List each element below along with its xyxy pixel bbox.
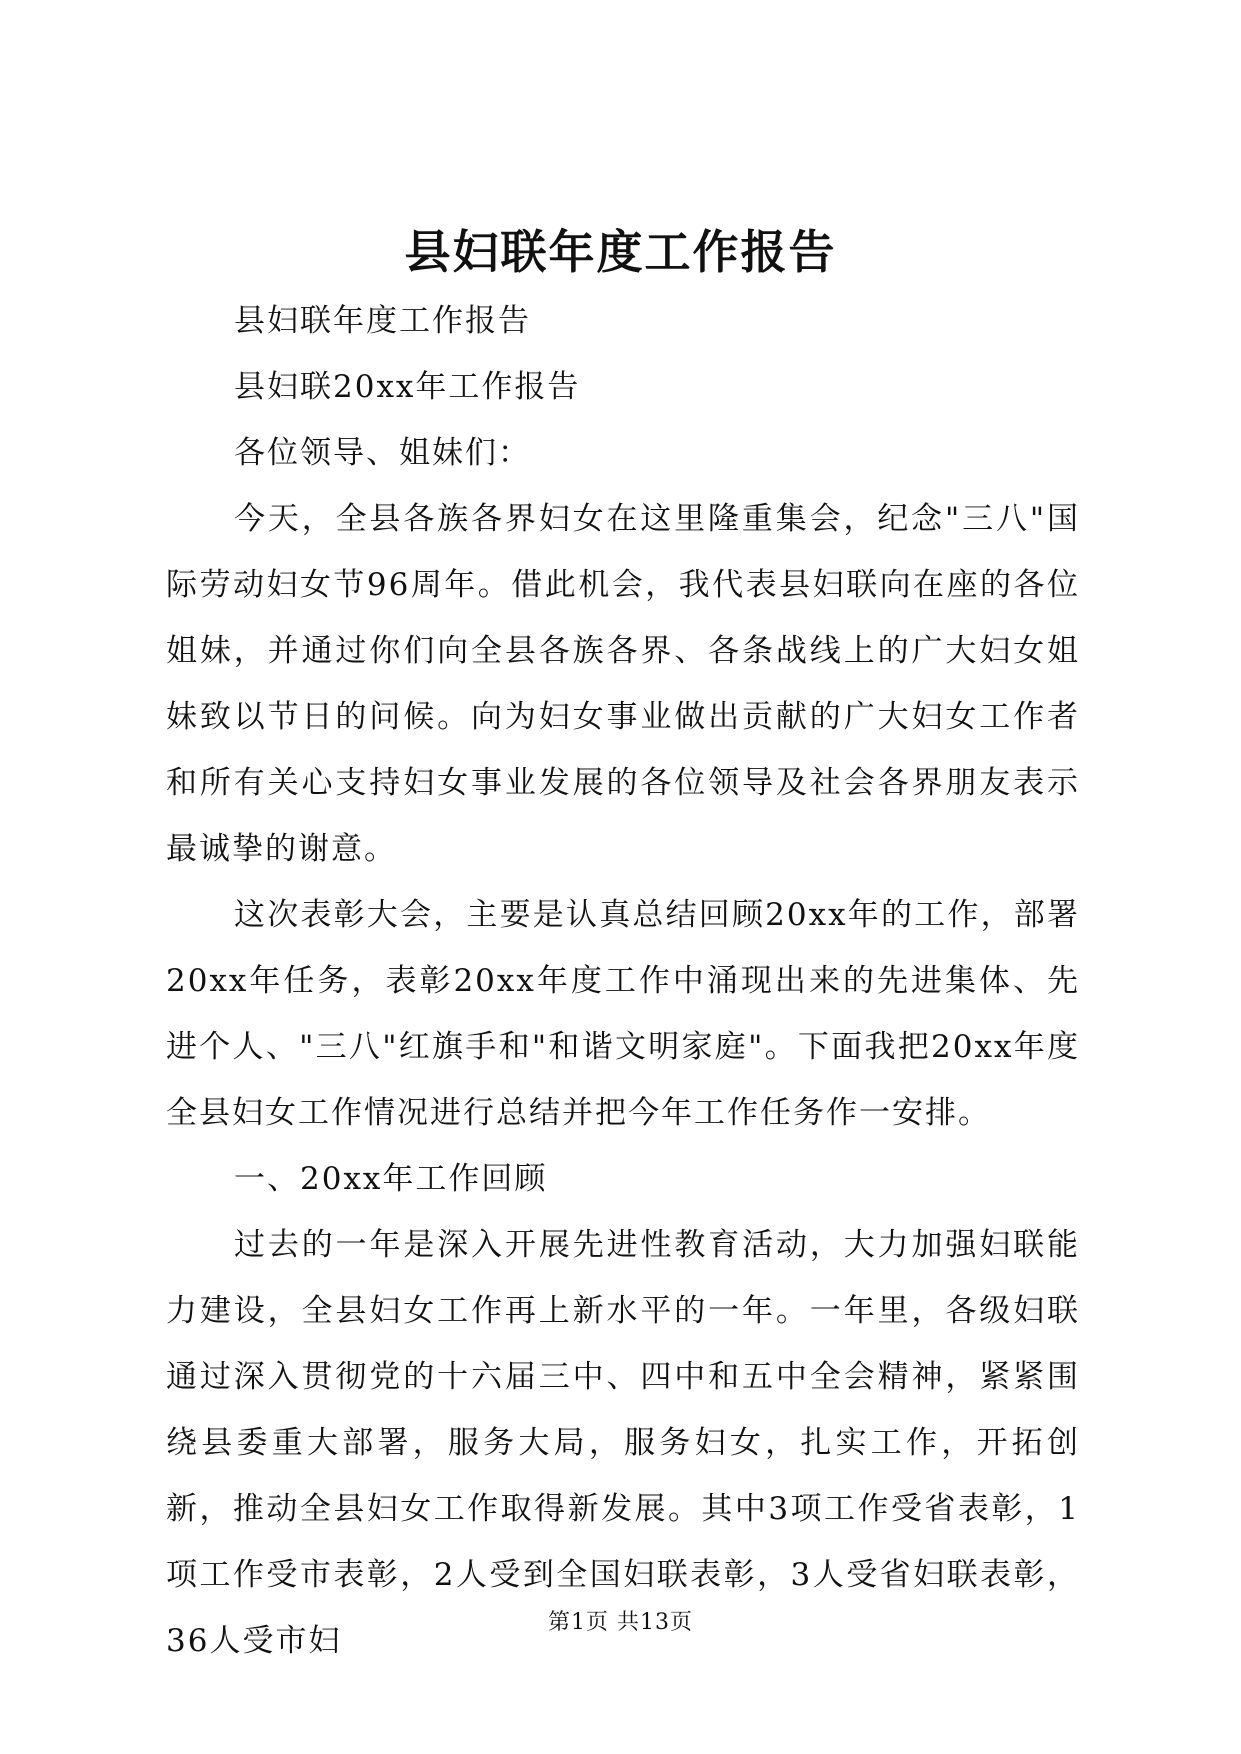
document-body xyxy=(166,288,1080,1674)
paragraph-meeting-purpose: 这次表彰大会，主要是认真总结回顾20xx年的工作，部署20xx年任务，表彰20xx年度工作中涌现出来的先进集体、先进个人、"三八"红旗手和"和谐文明家庭"。下面我把20xx年度全县妇女工作情况进行总结并把今年工作任务作一安排。 xyxy=(166,897,1080,1131)
paragraph-heading-repeat: 县妇联年度工作报告 xyxy=(234,303,531,339)
paragraph-opening: 今天，全县各族各界妇女在这里隆重集会，纪念"三八"国际劳动妇女节96周年。借此机会，我代表县妇联向在座的各位姐妹，并通过你们向全县各族各界、各条战线上的广大妇女姐妹致以节日的问候。向为妇女事业做出贡献的广大妇女工作者和所有关心支持妇女事业发展的各位领导及社会各界朋友表示最诚挚的谢意。 xyxy=(166,501,1080,867)
page-number-footer: 第1页 共13页 xyxy=(548,1610,693,1635)
paragraph-review: 过去的一年是深入开展先进性教育活动，大力加强妇联能力建设，全县妇女工作再上新水平的一年。一年里，各级妇联通过深入贯彻党的十六届三中、四中和五中全会精神，紧紧围绕县委重大部署，服务大局，服务妇女，扎实工作，开拓创新，推动全县妇女工作取得新发展。其中3项工作受省表彰，1项工作受市表彰，2人受到全国妇联表彰，3人受省妇联表彰，36人受市妇 xyxy=(166,1227,1080,1659)
paragraph-subtitle: 县妇联20xx年工作报告 xyxy=(234,369,581,405)
paragraph-salutation: 各位领导、姐妹们： xyxy=(234,435,531,471)
section-heading-review: 一、20xx年工作回顾 xyxy=(234,1161,548,1197)
document-title: 县妇联年度工作报告 xyxy=(404,225,837,279)
